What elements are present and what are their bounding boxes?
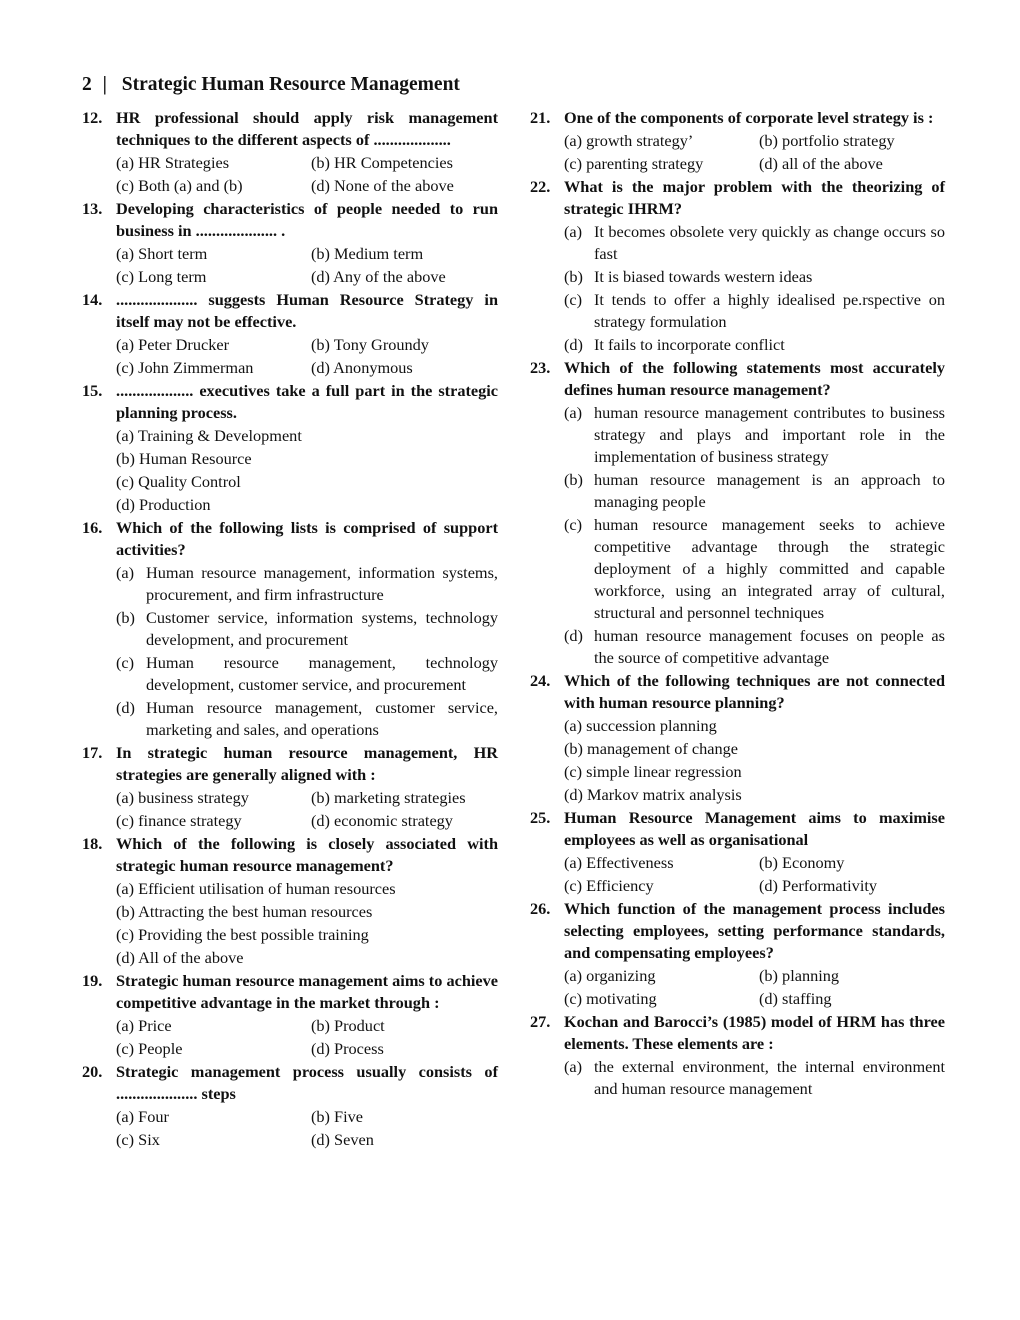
option: (d) all of the above [759, 154, 883, 173]
option: (d) Anonymous [311, 358, 413, 377]
question-number: 22. [530, 177, 551, 196]
option: (a) Training & Development [116, 426, 302, 445]
option: (c) Six [116, 1130, 160, 1149]
option [564, 266, 945, 288]
option-label: (a) [564, 403, 583, 422]
option: (a) Effectiveness [564, 853, 674, 872]
question-item [82, 107, 498, 197]
options-grid [116, 1105, 498, 1151]
right-column [530, 107, 945, 1101]
option-label: (b) [564, 267, 583, 286]
question-text: Which of the following techniques are not connected with human resource planning? [564, 671, 945, 712]
option [116, 652, 498, 696]
option: (c) parenting strategy [564, 154, 704, 173]
option-label: (c) [116, 653, 135, 672]
option [564, 514, 945, 624]
option: (c) Long term [116, 267, 207, 286]
option: (a) HR Strategies [116, 153, 230, 172]
option-label: (d) [564, 335, 583, 354]
option: (d) Seven [311, 1130, 374, 1149]
options-grid [116, 333, 498, 379]
option: (a) Short term [116, 244, 208, 263]
option-label: (b) [564, 470, 583, 489]
question-item [530, 357, 945, 669]
option: (b) Product [311, 1016, 385, 1035]
options-grid [116, 786, 498, 832]
question-text: .................... suggests Human Resource Strategy in itself may not be effective. [116, 290, 498, 331]
option-text: Human resource management, information systems, procurement, and firm infrastructure [146, 563, 498, 604]
question-item [82, 742, 498, 832]
question-text: Which of the following is closely associated with strategic human resource management? [116, 834, 498, 875]
question-number: 21. [530, 108, 551, 127]
question-number: 16. [82, 518, 103, 537]
option: (b) Medium term [311, 244, 424, 263]
option-text: It is biased towards western ideas [594, 267, 813, 286]
option: (a) growth strategy’ [564, 131, 694, 150]
question-text: One of the components of corporate level strategy is : [564, 108, 934, 127]
question-number: 13. [82, 199, 103, 218]
page-title: Strategic Human Resource Management [121, 74, 460, 95]
question-number: 20. [82, 1062, 103, 1081]
option-text: the external environment, the internal environment and human resource management [594, 1057, 945, 1098]
question-item [530, 1011, 945, 1100]
question-text: Human Resource Management aims to maximise employees as well as organisational [564, 808, 945, 849]
option [564, 402, 945, 468]
question-number: 18. [82, 834, 103, 853]
options-grid [564, 851, 945, 897]
page-header [82, 74, 460, 96]
option: (b) Five [311, 1107, 363, 1126]
option: (a) business strategy [116, 788, 249, 807]
option: (d) None of the above [311, 176, 454, 195]
option-text: Human resource management, customer service, marketing and sales, and operations [146, 698, 498, 739]
question-item [82, 289, 498, 379]
option-label: (a) [564, 1057, 583, 1076]
question-text: Which function of the management process includes selecting employees, setting performance standards, and compensating employees? [564, 899, 945, 962]
option: (c) Quality Control [116, 472, 241, 491]
options-list [116, 877, 498, 969]
option: (b) Economy [759, 853, 845, 872]
question-number: 17. [82, 743, 103, 762]
option-label: (d) [116, 698, 135, 717]
option-text: It becomes obsolete very quickly as change occurs so fast [594, 222, 945, 263]
option: (b) planning [759, 966, 840, 985]
option-label: (a) [564, 222, 583, 241]
question-text: Which of the following lists is comprised of support activities? [116, 518, 498, 559]
options-list [564, 402, 945, 669]
option: (a) Peter Drucker [116, 335, 229, 354]
question-text: Strategic human resource management aims to achieve competitive advantage in the market through : [116, 971, 498, 1012]
question-text: HR professional should apply risk management techniques to the different aspects of ................... [116, 108, 498, 149]
option: (c) simple linear regression [564, 762, 742, 781]
question-text: Strategic management process usually consists of .................... steps [116, 1062, 498, 1103]
question-item [82, 198, 498, 288]
option: (a) succession planning [564, 716, 717, 735]
option-text: human resource management is an approach to managing people [594, 470, 945, 511]
question-text: Developing characteristics of people needed to run business in .................... . [116, 199, 498, 240]
option-label: (a) [116, 563, 135, 582]
option-label: (d) [564, 626, 583, 645]
options-list [564, 221, 945, 356]
question-number: 24. [530, 671, 551, 690]
option-text: human resource management contributes to business strategy and plays and important role in the implementation of business strategy [594, 403, 945, 466]
option [116, 607, 498, 651]
option-label: (c) [564, 290, 583, 309]
options-list [116, 562, 498, 741]
option [564, 221, 945, 265]
options-list [564, 714, 945, 806]
option [564, 625, 945, 669]
options-grid [564, 964, 945, 1010]
question-number: 27. [530, 1012, 551, 1031]
option-text: human resource management focuses on people as the source of competitive advantage [594, 626, 945, 667]
question-number: 15. [82, 381, 103, 400]
option [564, 334, 945, 356]
option: (d) Production [116, 495, 211, 514]
option: (a) Efficient utilisation of human resources [116, 879, 396, 898]
option: (d) Performativity [759, 876, 878, 895]
question-item [530, 176, 945, 356]
question-item [530, 898, 945, 1010]
option: (c) People [116, 1039, 183, 1058]
question-number: 12. [82, 108, 103, 127]
option: (c) motivating [564, 989, 657, 1008]
question-item [82, 517, 498, 741]
option [564, 469, 945, 513]
option: (a) Four [116, 1107, 169, 1126]
header-separator: | [102, 74, 107, 95]
question-item [82, 1061, 498, 1151]
option [116, 697, 498, 741]
option: (c) Providing the best possible training [116, 925, 369, 944]
option: (b) Human Resource [116, 449, 252, 468]
option: (a) Price [116, 1016, 172, 1035]
options-list [116, 424, 498, 516]
options-grid [116, 242, 498, 288]
options-grid [116, 1014, 498, 1060]
options-grid [116, 151, 498, 197]
left-column [82, 107, 498, 1152]
question-text: Which of the following statements most accurately defines human resource management? [564, 358, 945, 399]
option [564, 289, 945, 333]
option: (c) finance strategy [116, 811, 242, 830]
option: (c) John Zimmerman [116, 358, 254, 377]
option [564, 1056, 945, 1100]
option: (b) marketing strategies [311, 788, 466, 807]
question-item [82, 833, 498, 969]
option [116, 562, 498, 606]
option: (b) portfolio strategy [759, 131, 895, 150]
option: (d) Markov matrix analysis [564, 785, 742, 804]
option-label: (b) [116, 608, 135, 627]
option: (d) All of the above [116, 948, 244, 967]
question-text: What is the major problem with the theorizing of strategic IHRM? [564, 177, 945, 218]
option-text: human resource management seeks to achieve competitive advantage through the strategic deployment of a highly committed and capable workforce, using an integrated array of cultural, structural and personnel techniques [594, 515, 945, 622]
question-number: 14. [82, 290, 103, 309]
option: (b) Tony Groundy [311, 335, 429, 354]
option: (d) economic strategy [311, 811, 453, 830]
option: (d) staffing [759, 989, 832, 1008]
option: (c) Efficiency [564, 876, 654, 895]
option: (b) HR Competencies [311, 153, 453, 172]
question-item [530, 807, 945, 897]
question-number: 23. [530, 358, 551, 377]
question-item [530, 107, 945, 175]
question-number: 25. [530, 808, 551, 827]
option-text: It fails to incorporate conflict [594, 335, 785, 354]
question-item [530, 670, 945, 806]
question-number: 26. [530, 899, 551, 918]
page-number: 2 [82, 74, 92, 95]
option: (b) Attracting the best human resources [116, 902, 373, 921]
option-label: (c) [564, 515, 583, 534]
option: (c) Both (a) and (b) [116, 176, 243, 195]
question-text: Kochan and Barocci’s (1985) model of HRM has three elements. These elements are : [564, 1012, 945, 1053]
question-text: In strategic human resource management, HR strategies are generally aligned with : [116, 743, 498, 784]
option-text: It tends to offer a highly idealised pe.rspective on strategy formulation [594, 290, 945, 331]
question-item [82, 970, 498, 1060]
options-list [564, 1056, 945, 1100]
options-grid [564, 129, 945, 175]
option-text: Human resource management, technology development, customer service, and procurement [146, 653, 498, 694]
question-text: ................... executives take a full part in the strategic planning process. [116, 381, 498, 422]
option-text: Customer service, information systems, technology development, and procurement [146, 608, 498, 649]
question-item [82, 380, 498, 516]
option: (b) management of change [564, 739, 739, 758]
option: (d) Any of the above [311, 267, 446, 286]
option: (d) Process [311, 1039, 384, 1058]
option: (a) organizing [564, 966, 656, 985]
question-number: 19. [82, 971, 103, 990]
